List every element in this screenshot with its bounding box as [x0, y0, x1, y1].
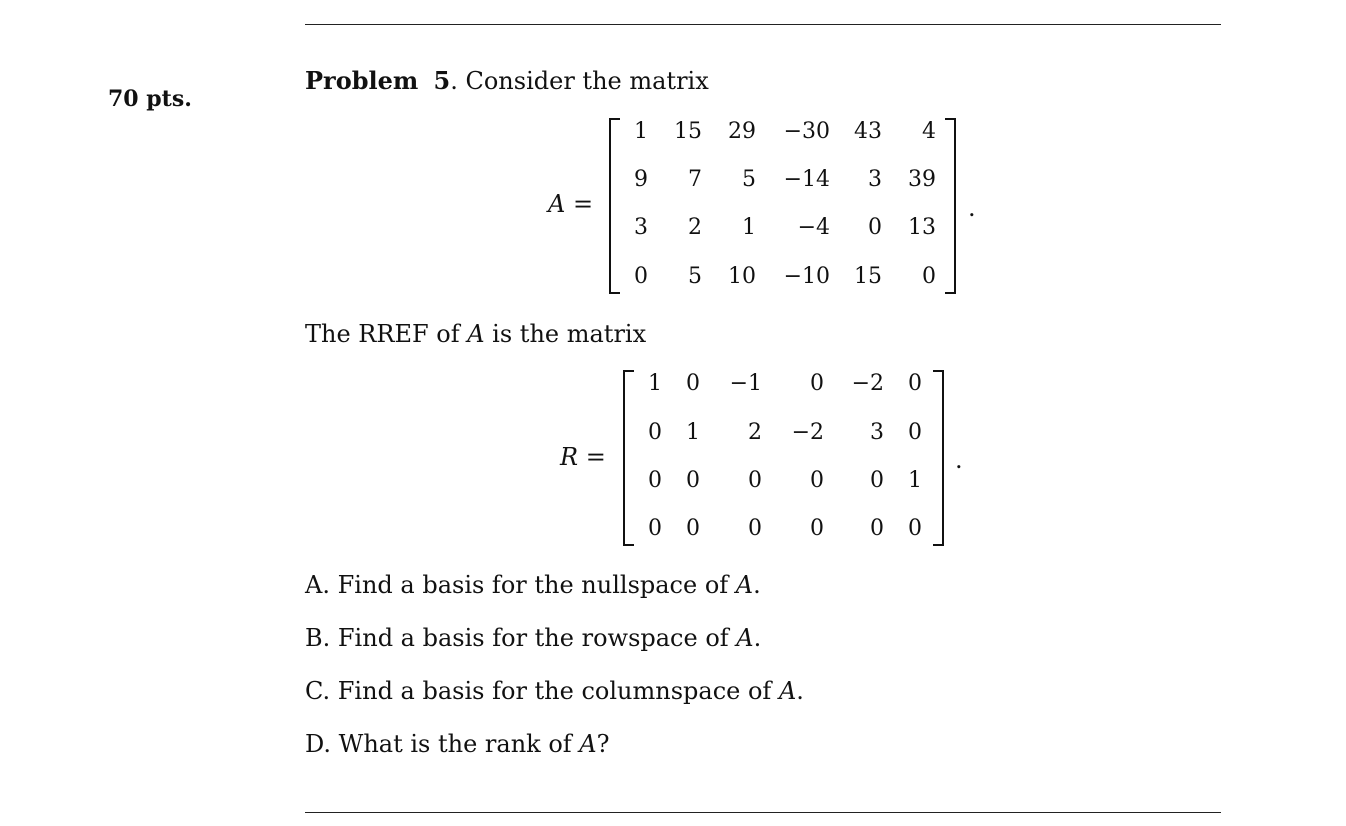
matrix-r-cell-r2-c3: 2	[748, 420, 762, 445]
problem-number: 5	[433, 66, 451, 95]
top-rule	[305, 24, 1221, 25]
matrix-a-cell-r4-c1: 0	[634, 264, 648, 289]
matrix-a-cell-r2-c5: 3	[868, 167, 882, 192]
matrix-a-cell-r3-c6: 13	[908, 215, 936, 240]
matrix-a-cell-r2-c6: 39	[908, 167, 936, 192]
matrix-r-cell-r4-c6: 0	[908, 516, 922, 541]
bottom-rule	[305, 812, 1221, 813]
matrix-r-cell-r2-c2: 1	[686, 420, 700, 445]
matrix-r-cell-r4-c4: 0	[810, 516, 824, 541]
points-label: 70 pts.	[108, 86, 192, 112]
matrix-a-cell-r4-c2: 5	[688, 264, 702, 289]
problem-heading-rest: . Consider the matrix	[450, 67, 709, 95]
matrix-r-cell-r3-c6: 1	[908, 468, 922, 493]
matrix-r-cell-r2-c5: 3	[870, 420, 884, 445]
matrix-r-cell-r3-c4: 0	[810, 468, 824, 493]
matrix-a-cell-r1-c5: 43	[854, 119, 882, 144]
matrix-r-period: .	[955, 446, 963, 474]
matrix-r-cell-r3-c5: 0	[870, 468, 884, 493]
matrix-a-cell-r4-c5: 15	[854, 264, 882, 289]
matrix-r-cell-r1-c2: 0	[686, 371, 700, 396]
matrix-a-right-bracket	[944, 118, 958, 294]
matrix-a-cell-r1-c3: 29	[728, 119, 756, 144]
question-c: C. Find a basis for the columnspace of A.	[305, 677, 804, 705]
matrix-a-cell-r1-c2: 15	[674, 119, 702, 144]
problem-word: Problem	[305, 66, 419, 95]
matrix-r-cell-r4-c3: 0	[748, 516, 762, 541]
question-d: D. What is the rank of A?	[305, 730, 610, 758]
matrix-a-cell-r1-c4: −30	[783, 119, 830, 144]
matrix-a-cell-r3-c2: 2	[688, 215, 702, 240]
matrix-r-cell-r1-c1: 1	[648, 371, 662, 396]
matrix-a-cell-r3-c5: 0	[868, 215, 882, 240]
matrix-r-cell-r1-c6: 0	[908, 371, 922, 396]
question-b: B. Find a basis for the rowspace of A.	[305, 624, 762, 652]
matrix-a-cell-r4-c3: 10	[728, 264, 756, 289]
matrix-a-cell-r1-c1: 1	[634, 119, 648, 144]
matrix-a-cell-r4-c4: −10	[783, 264, 830, 289]
matrix-r-cell-r4-c1: 0	[648, 516, 662, 541]
matrix-a-cell-r3-c3: 1	[742, 215, 756, 240]
matrix-r-right-bracket	[932, 370, 946, 546]
matrix-r-cell-r3-c3: 0	[748, 468, 762, 493]
problem-heading	[305, 66, 709, 95]
matrix-r-cell-r2-c1: 0	[648, 420, 662, 445]
matrix-r-cell-r2-c4: −2	[791, 420, 824, 445]
matrix-a-cell-r2-c3: 5	[742, 167, 756, 192]
matrix-a-cell-r4-c6: 0	[922, 264, 936, 289]
matrix-a-cell-r2-c1: 9	[634, 167, 648, 192]
matrix-a-period: .	[968, 194, 976, 222]
matrix-a-cell-r1-c6: 4	[922, 119, 936, 144]
question-a: A. Find a basis for the nullspace of A.	[305, 571, 761, 599]
matrix-a-label: A =	[548, 190, 594, 218]
matrix-r-cell-r1-c5: −2	[851, 371, 884, 396]
matrix-r-cell-r1-c4: 0	[810, 371, 824, 396]
matrix-a-cell-r3-c1: 3	[634, 215, 648, 240]
matrix-r-cell-r3-c1: 0	[648, 468, 662, 493]
matrix-a-cell-r3-c4: −4	[797, 215, 830, 240]
matrix-r-cell-r3-c2: 0	[686, 468, 700, 493]
matrix-r-cell-r2-c6: 0	[908, 420, 922, 445]
matrix-a-cell-r2-c2: 7	[688, 167, 702, 192]
matrix-a-cell-r2-c4: −14	[783, 167, 830, 192]
matrix-r-label: R =	[560, 443, 606, 471]
matrix-r-cell-r4-c2: 0	[686, 516, 700, 541]
matrix-r-cell-r1-c3: −1	[729, 371, 762, 396]
matrix-r-cell-r4-c5: 0	[870, 516, 884, 541]
rref-intro: The RREF of A is the matrix	[305, 320, 647, 348]
